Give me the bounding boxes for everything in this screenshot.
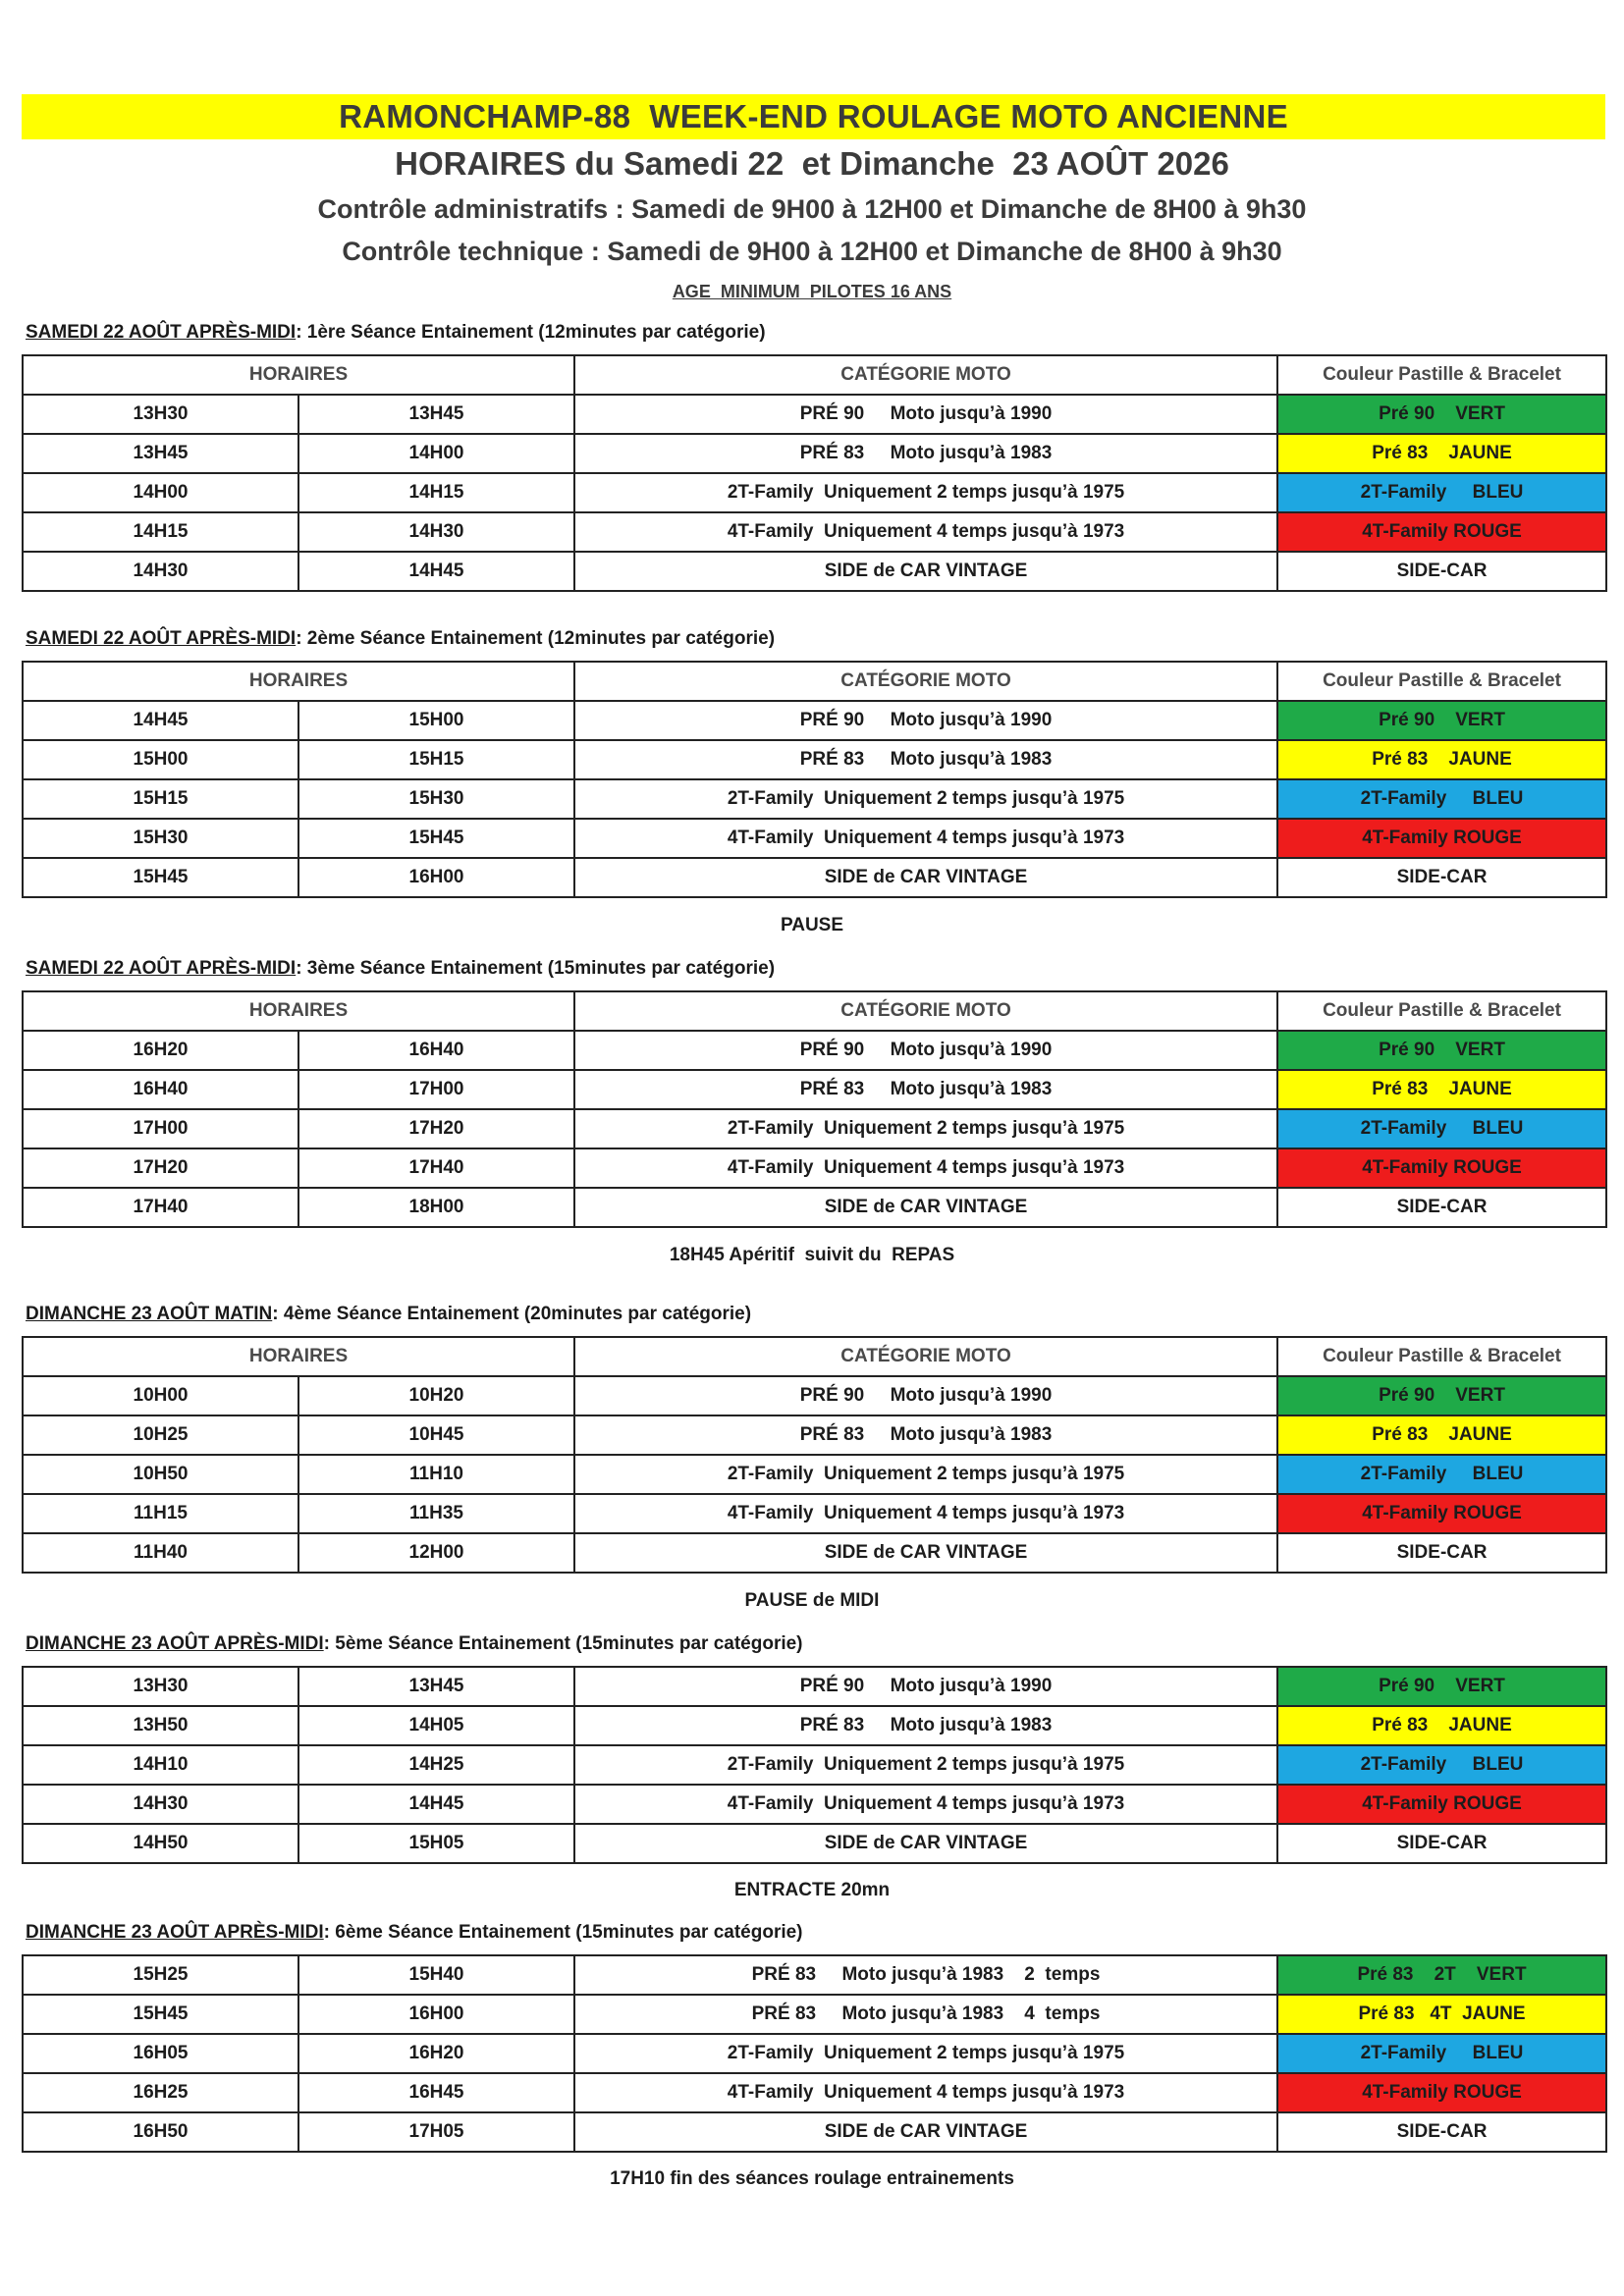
start-time: 10H50 xyxy=(23,1455,298,1494)
table-row xyxy=(23,1745,1606,1785)
session-1-table xyxy=(22,354,1607,592)
session-6-desc: : 6ème Séance Entainement (15minutes par catégorie) xyxy=(323,1922,803,1943)
session-3-desc: : 3ème Séance Entainement (15minutes par catégorie) xyxy=(296,958,776,979)
start-time: 16H50 xyxy=(23,2112,298,2152)
start-time: 15H00 xyxy=(23,740,298,779)
end-time: 15H15 xyxy=(298,740,574,779)
end-time: 10H20 xyxy=(298,1376,574,1415)
end-time: 17H20 xyxy=(298,1109,574,1148)
session-1-title xyxy=(26,322,766,344)
start-time: 16H25 xyxy=(23,2073,298,2112)
category: SIDE de CAR VINTAGE xyxy=(574,1824,1277,1863)
color-badge: SIDE-CAR xyxy=(1277,858,1606,897)
table-row xyxy=(23,1031,1606,1070)
color-badge: 2T-Family BLEU xyxy=(1277,1455,1606,1494)
color-badge: 4T-Family ROUGE xyxy=(1277,512,1606,552)
end-time: 16H45 xyxy=(298,2073,574,2112)
categorie-header: CATÉGORIE MOTO xyxy=(574,355,1277,395)
session-2-desc: : 2ème Séance Entainement (12minutes par catégorie) xyxy=(296,628,776,649)
horaires-header: HORAIRES xyxy=(23,662,574,701)
category: SIDE de CAR VINTAGE xyxy=(574,858,1277,897)
category: PRÉ 90 Moto jusqu’à 1990 xyxy=(574,701,1277,740)
start-time: 13H50 xyxy=(23,1706,298,1745)
end-time: 13H45 xyxy=(298,395,574,434)
pause-note: PAUSE xyxy=(780,915,844,935)
category: SIDE de CAR VINTAGE xyxy=(574,1188,1277,1227)
session-2-day: SAMEDI 22 AOÛT APRÈS-MIDI xyxy=(26,628,297,649)
end-time: 16H40 xyxy=(298,1031,574,1070)
start-time: 16H20 xyxy=(23,1031,298,1070)
color-badge: Pré 90 VERT xyxy=(1277,1667,1606,1706)
table-row xyxy=(23,1109,1606,1148)
color-badge: 4T-Family ROUGE xyxy=(1277,1148,1606,1188)
start-time: 15H45 xyxy=(23,1995,298,2034)
start-time: 15H25 xyxy=(23,1955,298,1995)
end-time: 12H00 xyxy=(298,1533,574,1573)
session-4-table xyxy=(22,1336,1607,1574)
category: PRÉ 90 Moto jusqu’à 1990 xyxy=(574,1667,1277,1706)
category: 4T-Family Uniquement 4 temps jusqu’à 1973 xyxy=(574,819,1277,858)
couleur-header: Couleur Pastille & Bracelet xyxy=(1277,991,1606,1031)
category: PRÉ 83 Moto jusqu’à 1983 xyxy=(574,1070,1277,1109)
category: PRÉ 83 Moto jusqu’à 1983 xyxy=(574,1706,1277,1745)
start-time: 14H15 xyxy=(23,512,298,552)
start-time: 14H00 xyxy=(23,473,298,512)
session-3-day: SAMEDI 22 AOÛT APRÈS-MIDI xyxy=(26,958,297,979)
session-4-desc: : 4ème Séance Entainement (20minutes par catégorie) xyxy=(272,1304,752,1324)
color-badge: Pré 90 VERT xyxy=(1277,395,1606,434)
category: 2T-Family Uniquement 2 temps jusqu’à 1975 xyxy=(574,1745,1277,1785)
table-row xyxy=(23,1706,1606,1745)
start-time: 11H40 xyxy=(23,1533,298,1573)
category: 4T-Family Uniquement 4 temps jusqu’à 1973 xyxy=(574,2073,1277,2112)
session-2-title xyxy=(26,628,775,650)
end-time: 14H05 xyxy=(298,1706,574,1745)
event-title-banner: RAMONCHAMP-88 WEEK-END ROULAGE MOTO ANCIENNE xyxy=(22,94,1605,139)
category: 2T-Family Uniquement 2 temps jusqu’à 1975 xyxy=(574,1455,1277,1494)
end-time: 11H35 xyxy=(298,1494,574,1533)
session-2-table xyxy=(22,661,1607,898)
table-row xyxy=(23,512,1606,552)
color-badge: 2T-Family BLEU xyxy=(1277,779,1606,819)
table-row xyxy=(23,1995,1606,2034)
table-header-row xyxy=(23,662,1606,701)
start-time: 13H45 xyxy=(23,434,298,473)
categorie-header: CATÉGORIE MOTO xyxy=(574,991,1277,1031)
categorie-header: CATÉGORIE MOTO xyxy=(574,662,1277,701)
color-badge: 4T-Family ROUGE xyxy=(1277,819,1606,858)
couleur-header: Couleur Pastille & Bracelet xyxy=(1277,662,1606,701)
end-time: 11H10 xyxy=(298,1455,574,1494)
table-row xyxy=(23,779,1606,819)
start-time: 14H30 xyxy=(23,552,298,591)
horaires-header: HORAIRES xyxy=(23,355,574,395)
color-badge: Pré 83 JAUNE xyxy=(1277,1070,1606,1109)
start-time: 13H30 xyxy=(23,1667,298,1706)
start-time: 11H15 xyxy=(23,1494,298,1533)
end-time: 14H30 xyxy=(298,512,574,552)
table-row xyxy=(23,2112,1606,2152)
table-row xyxy=(23,1955,1606,1995)
aperitif-note: 18H45 Apéritif suivit du REPAS xyxy=(669,1245,955,1265)
color-badge: 2T-Family BLEU xyxy=(1277,2034,1606,2073)
couleur-header: Couleur Pastille & Bracelet xyxy=(1277,355,1606,395)
color-badge: SIDE-CAR xyxy=(1277,552,1606,591)
start-time: 15H30 xyxy=(23,819,298,858)
category: PRÉ 90 Moto jusqu’à 1990 xyxy=(574,395,1277,434)
end-time: 14H25 xyxy=(298,1745,574,1785)
start-time: 14H45 xyxy=(23,701,298,740)
table-header-row xyxy=(23,991,1606,1031)
table-header-row xyxy=(23,355,1606,395)
category: 2T-Family Uniquement 2 temps jusqu’à 1975 xyxy=(574,473,1277,512)
category: 4T-Family Uniquement 4 temps jusqu’à 1973 xyxy=(574,1494,1277,1533)
horaires-header: HORAIRES xyxy=(23,991,574,1031)
session-5-day: DIMANCHE 23 AOÛT APRÈS-MIDI xyxy=(26,1633,324,1654)
end-time: 17H05 xyxy=(298,2112,574,2152)
color-badge: Pré 83 JAUNE xyxy=(1277,434,1606,473)
table-row xyxy=(23,1415,1606,1455)
category: 2T-Family Uniquement 2 temps jusqu’à 1975 xyxy=(574,1109,1277,1148)
end-time: 18H00 xyxy=(298,1188,574,1227)
end-time: 16H20 xyxy=(298,2034,574,2073)
entracte-note: ENTRACTE 20mn xyxy=(733,1880,891,1900)
minimum-age-notice: AGE MINIMUM PILOTES 16 ANS xyxy=(672,282,952,301)
schedule-dates-heading: HORAIRES du Samedi 22 et Dimanche 23 AOÛT 2026 xyxy=(395,145,1229,182)
end-time: 15H30 xyxy=(298,779,574,819)
start-time: 17H20 xyxy=(23,1148,298,1188)
table-row xyxy=(23,1070,1606,1109)
category: PRÉ 83 Moto jusqu’à 1983 4 temps xyxy=(574,1995,1277,2034)
start-time: 10H25 xyxy=(23,1415,298,1455)
end-time: 16H00 xyxy=(298,858,574,897)
color-badge: 2T-Family BLEU xyxy=(1277,1745,1606,1785)
session-3-table xyxy=(22,990,1607,1228)
table-row xyxy=(23,1148,1606,1188)
start-time: 17H00 xyxy=(23,1109,298,1148)
start-time: 15H45 xyxy=(23,858,298,897)
end-time: 10H45 xyxy=(298,1415,574,1455)
tech-check-hours: Contrôle technique : Samedi de 9H00 à 12H00 et Dimanche de 8H00 à 9h30 xyxy=(342,237,1282,266)
pause-midi-note: PAUSE de MIDI xyxy=(744,1590,880,1611)
color-badge: 2T-Family BLEU xyxy=(1277,473,1606,512)
table-row xyxy=(23,1667,1606,1706)
table-row xyxy=(23,434,1606,473)
category: SIDE de CAR VINTAGE xyxy=(574,2112,1277,2152)
session-3-title xyxy=(26,958,775,980)
color-badge: Pré 90 VERT xyxy=(1277,1031,1606,1070)
start-time: 16H40 xyxy=(23,1070,298,1109)
table-row xyxy=(23,740,1606,779)
color-badge: 4T-Family ROUGE xyxy=(1277,1494,1606,1533)
session-5-table xyxy=(22,1666,1607,1864)
color-badge: 4T-Family ROUGE xyxy=(1277,2073,1606,2112)
category: PRÉ 83 Moto jusqu’à 1983 xyxy=(574,740,1277,779)
end-time: 14H00 xyxy=(298,434,574,473)
table-row xyxy=(23,395,1606,434)
color-badge: SIDE-CAR xyxy=(1277,1533,1606,1573)
table-row xyxy=(23,1455,1606,1494)
session-6-title xyxy=(26,1922,803,1944)
table-row xyxy=(23,2073,1606,2112)
end-time: 13H45 xyxy=(298,1667,574,1706)
session-4-title xyxy=(26,1304,751,1325)
table-row xyxy=(23,819,1606,858)
category: PRÉ 83 Moto jusqu’à 1983 xyxy=(574,1415,1277,1455)
table-row xyxy=(23,2034,1606,2073)
table-row xyxy=(23,552,1606,591)
start-time: 15H15 xyxy=(23,779,298,819)
session-6-day: DIMANCHE 23 AOÛT APRÈS-MIDI xyxy=(26,1922,324,1943)
category: PRÉ 83 Moto jusqu’à 1983 2 temps xyxy=(574,1955,1277,1995)
session-1-day: SAMEDI 22 AOÛT APRÈS-MIDI xyxy=(26,322,297,343)
table-row xyxy=(23,858,1606,897)
table-row xyxy=(23,1785,1606,1824)
session-5-title xyxy=(26,1633,803,1655)
session-1-desc: : 1ère Séance Entainement (12minutes par catégorie) xyxy=(296,322,766,343)
end-time: 14H15 xyxy=(298,473,574,512)
table-row xyxy=(23,1494,1606,1533)
color-badge: 2T-Family BLEU xyxy=(1277,1109,1606,1148)
start-time: 14H50 xyxy=(23,1824,298,1863)
end-time: 15H05 xyxy=(298,1824,574,1863)
category: 4T-Family Uniquement 4 temps jusqu’à 1973 xyxy=(574,512,1277,552)
categorie-header: CATÉGORIE MOTO xyxy=(574,1337,1277,1376)
session-5-desc: : 5ème Séance Entainement (15minutes par catégorie) xyxy=(323,1633,803,1654)
table-header-row xyxy=(23,1337,1606,1376)
color-badge: Pré 83 JAUNE xyxy=(1277,1415,1606,1455)
category: SIDE de CAR VINTAGE xyxy=(574,1533,1277,1573)
color-badge: SIDE-CAR xyxy=(1277,2112,1606,2152)
category: PRÉ 90 Moto jusqu’à 1990 xyxy=(574,1376,1277,1415)
color-badge: SIDE-CAR xyxy=(1277,1188,1606,1227)
end-of-sessions-note: 17H10 fin des séances roulage entrainements xyxy=(610,2168,1014,2189)
color-badge: 4T-Family ROUGE xyxy=(1277,1785,1606,1824)
end-time: 15H45 xyxy=(298,819,574,858)
table-row xyxy=(23,1533,1606,1573)
category: 2T-Family Uniquement 2 temps jusqu’à 1975 xyxy=(574,779,1277,819)
color-badge: Pré 83 4T JAUNE xyxy=(1277,1995,1606,2034)
start-time: 17H40 xyxy=(23,1188,298,1227)
end-time: 15H40 xyxy=(298,1955,574,1995)
table-row xyxy=(23,1376,1606,1415)
category: 2T-Family Uniquement 2 temps jusqu’à 1975 xyxy=(574,2034,1277,2073)
start-time: 10H00 xyxy=(23,1376,298,1415)
end-time: 17H40 xyxy=(298,1148,574,1188)
color-badge: Pré 83 JAUNE xyxy=(1277,740,1606,779)
horaires-header: HORAIRES xyxy=(23,1337,574,1376)
color-badge: Pré 83 JAUNE xyxy=(1277,1706,1606,1745)
end-time: 14H45 xyxy=(298,1785,574,1824)
category: PRÉ 83 Moto jusqu’à 1983 xyxy=(574,434,1277,473)
start-time: 14H10 xyxy=(23,1745,298,1785)
end-time: 14H45 xyxy=(298,552,574,591)
session-4-day: DIMANCHE 23 AOÛT MATIN xyxy=(26,1304,273,1324)
start-time: 13H30 xyxy=(23,395,298,434)
start-time: 16H05 xyxy=(23,2034,298,2073)
session-6-table xyxy=(22,1954,1607,2153)
admin-check-hours: Contrôle administratifs : Samedi de 9H00 à 12H00 et Dimanche de 8H00 à 9h30 xyxy=(317,194,1307,224)
table-row xyxy=(23,1824,1606,1863)
table-row xyxy=(23,1188,1606,1227)
color-badge: Pré 83 2T VERT xyxy=(1277,1955,1606,1995)
category: PRÉ 90 Moto jusqu’à 1990 xyxy=(574,1031,1277,1070)
category: 4T-Family Uniquement 4 temps jusqu’à 1973 xyxy=(574,1785,1277,1824)
category: SIDE de CAR VINTAGE xyxy=(574,552,1277,591)
color-badge: Pré 90 VERT xyxy=(1277,701,1606,740)
table-row xyxy=(23,701,1606,740)
category: 4T-Family Uniquement 4 temps jusqu’à 1973 xyxy=(574,1148,1277,1188)
table-row xyxy=(23,473,1606,512)
color-badge: SIDE-CAR xyxy=(1277,1824,1606,1863)
color-badge: Pré 90 VERT xyxy=(1277,1376,1606,1415)
end-time: 15H00 xyxy=(298,701,574,740)
end-time: 17H00 xyxy=(298,1070,574,1109)
end-time: 16H00 xyxy=(298,1995,574,2034)
start-time: 14H30 xyxy=(23,1785,298,1824)
couleur-header: Couleur Pastille & Bracelet xyxy=(1277,1337,1606,1376)
